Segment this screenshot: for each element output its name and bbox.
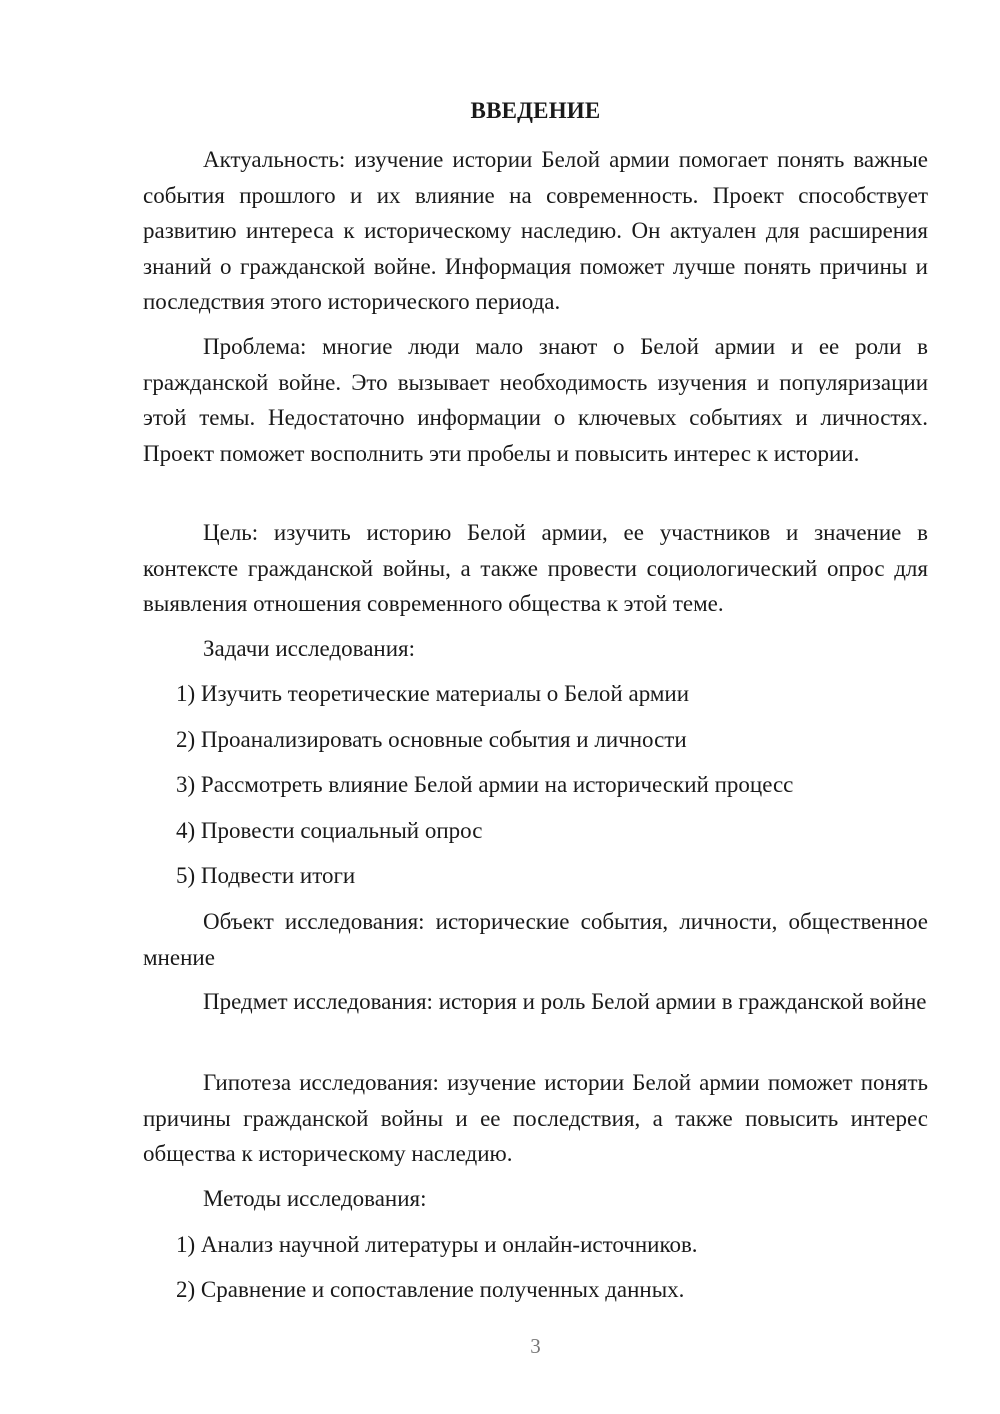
hypothesis-paragraph: Гипотеза исследования: изучение истории Белой армии поможет понять причины гражданской войны и ее последствия, а также повысить интерес общества к историческому наследию. [143,1070,928,1166]
tasks-heading: Задачи исследования: [203,636,416,661]
page-number: 3 [530,1334,541,1358]
section-title: ВВЕДЕНИЕ [470,98,601,123]
relevance-paragraph: Актуальность: изучение истории Белой армии помогает понять важные события прошлого и их влияние на современность. Проект способствует развитию интереса к историческому наследию. Он актуален для расширения знаний о гражданской войне. Информация поможет лучше понять причины и последствия этого исторического периода. [143,147,928,314]
task-item-3: 3) Рассмотреть влияние Белой армии на исторический процесс [176,772,794,797]
problem-paragraph: Проблема: многие люди мало знают о Белой армии и ее роли в гражданской войне. Это вызывает необходимость изучения и популяризации этой темы. Недостаточно информации о ключевых событиях и личностях. Проект поможет восполнить эти пробелы и повысить интерес к истории. [143,334,928,466]
task-item-4: 4) Провести социальный опрос [176,818,483,843]
subject-paragraph: Предмет исследования: история и роль Белой армии в гражданской войне [203,989,927,1014]
object-paragraph: Объект исследования: исторические события, личности, общественное мнение [143,909,928,970]
goal-paragraph: Цель: изучить историю Белой армии, ее участников и значение в контексте гражданской войны, а также провести социологический опрос для выявления отношения современного общества к этой теме. [143,520,928,616]
task-item-1: 1) Изучить теоретические материалы о Белой армии [176,681,690,706]
task-item-2: 2) Проанализировать основные события и личности [176,727,687,752]
task-item-5: 5) Подвести итоги [176,863,356,888]
method-item-1: 1) Анализ научной литературы и онлайн-источников. [176,1232,698,1257]
method-item-2: 2) Сравнение и сопоставление полученных данных. [176,1277,685,1302]
methods-heading: Методы исследования: [203,1186,427,1211]
document-page [143,0,928,1414]
